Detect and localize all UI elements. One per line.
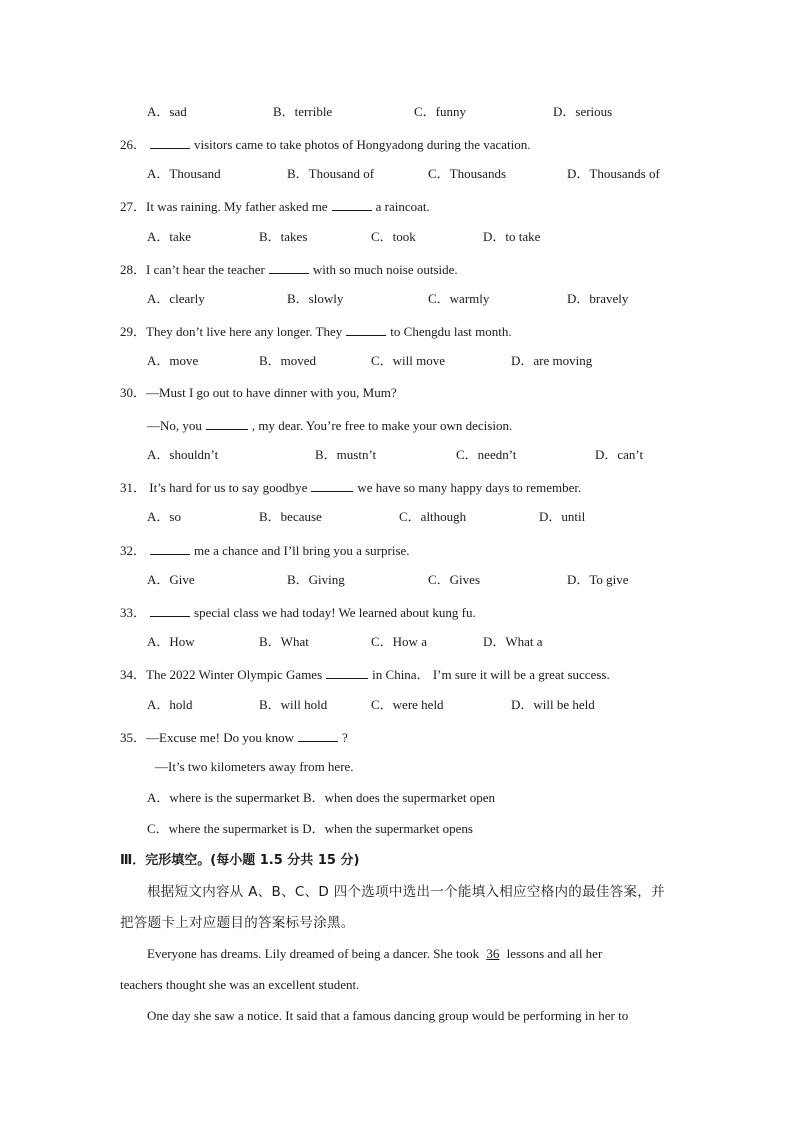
q29-option-d: D．are moving: [511, 353, 593, 368]
q33-option-a: A．How: [147, 634, 195, 649]
question-28: [120, 260, 458, 278]
q28-option-a: A．clearly: [147, 291, 205, 306]
q35-response: —It’s two kilometers away from here.: [155, 759, 354, 774]
q30-option-b: B．mustn’t: [315, 447, 377, 462]
q28-option-c: C．warmly: [428, 291, 490, 306]
q34-option-c: C．were held: [371, 697, 444, 712]
q35-options-cd: C．where the supermarket is D．when the supermarket opens: [147, 821, 473, 836]
q33-option-c: C．How a: [371, 634, 427, 649]
q28-option-d: D．bravely: [567, 291, 629, 306]
q32-option-d: D．To give: [567, 572, 629, 587]
passage-paragraph-2-line1: One day she saw a notice. It said that a famous dancing group would be performing in her to: [147, 1008, 629, 1023]
q32-option-a: A．Give: [147, 572, 195, 587]
q29-option-b: B．moved: [259, 353, 317, 368]
q28-text-post: with so much noise outside.: [312, 262, 458, 277]
question-29: [120, 322, 512, 340]
q30-text-pre: —No, you: [147, 418, 202, 433]
q28-text-pre: 28．I can’t hear the teacher: [120, 262, 265, 277]
q34-blank: [326, 665, 368, 679]
question-30-line2: [147, 416, 512, 434]
q26-option-d: D．Thousands of: [567, 166, 660, 181]
q34-option-d: D．will be held: [511, 697, 595, 712]
q32-number: 32．: [120, 543, 147, 558]
passage-p1-post: lessons and all her: [506, 946, 603, 961]
passage-paragraph-1-line2: teachers thought she was an excellent student.: [120, 977, 360, 992]
q30-text-post: , my dear. You’re free to make your own decision.: [251, 418, 513, 433]
q32-text: me a chance and I’ll bring you a surprise.: [194, 543, 410, 558]
q27-option-a: A．take: [147, 229, 192, 244]
q25-option-c: C．funny: [414, 104, 467, 119]
q32-option-b: B．Giving: [287, 572, 345, 587]
q27-option-d: D．to take: [483, 229, 541, 244]
section-3-instruction-line1: 根据短文内容从 A、B、C、D 四个选项中选出一个能填入相应空格内的最佳答案，并: [147, 884, 665, 900]
q30-option-a: A．shouldn’t: [147, 447, 219, 462]
q32-blank: [150, 541, 190, 555]
q30-option-d: D．can’t: [595, 447, 644, 462]
question-26: [120, 135, 531, 153]
section-3-instruction-line2: 把答题卡上对应题目的答案标号涂黑。: [120, 915, 355, 931]
q31-text-pre: 31． It’s hard for us to say goodbye: [120, 480, 308, 495]
q27-option-b: B．takes: [259, 229, 308, 244]
q26-option-c: C．Thousands: [428, 166, 507, 181]
q34-option-a: A．hold: [147, 697, 193, 712]
q34-text-pre: 34．The 2022 Winter Olympic Games: [120, 667, 323, 682]
passage-paragraph-1-line1: [147, 946, 602, 962]
q31-option-b: B．because: [259, 509, 322, 524]
q31-text-post: we have so many happy days to remember.: [357, 480, 582, 495]
passage-p1-pre: Everyone has dreams. Lily dreamed of being a dancer. She took: [147, 946, 480, 961]
q34-text-post: in China． I’m sure it will be a great success.: [372, 667, 610, 682]
q30-option-c: C．needn’t: [456, 447, 517, 462]
q29-option-a: A．move: [147, 353, 199, 368]
q27-option-c: C．took: [371, 229, 416, 244]
q28-option-b: B．slowly: [287, 291, 344, 306]
question-35: [120, 728, 348, 746]
question-32: [120, 541, 410, 559]
question-33: [120, 603, 476, 621]
q35-blank: [298, 728, 338, 742]
q25-option-d: D．serious: [553, 104, 613, 119]
q31-blank: [311, 478, 353, 492]
q26-option-a: A．Thousand: [147, 166, 221, 181]
q32-option-c: C．Gives: [428, 572, 481, 587]
passage-blank-36: 36: [486, 946, 500, 961]
q26-text: visitors came to take photos of Hongyadong during the vacation.: [194, 137, 531, 152]
q31-option-c: C．although: [399, 509, 467, 524]
q34-option-b: B．will hold: [259, 697, 328, 712]
q26-option-b: B．Thousand of: [287, 166, 375, 181]
q35-options-ab: A．where is the supermarket B．when does the supermarket open: [147, 790, 496, 805]
q31-option-d: D．until: [539, 509, 586, 524]
q29-blank: [346, 322, 386, 336]
question-31: [120, 478, 581, 496]
q30-blank: [206, 416, 248, 430]
q35-text-pre: 35．—Excuse me! Do you know: [120, 730, 295, 745]
q25-option-a: A．sad: [147, 104, 187, 119]
q27-text-pre: 27．It was raining. My father asked me: [120, 199, 328, 214]
q33-option-d: D．What a: [483, 634, 543, 649]
q29-text-pre: 29．They don’t live here any longer. They: [120, 324, 343, 339]
section-3-title: Ⅲ．完形填空。(每小题 1.5 分共 15 分): [120, 853, 360, 868]
question-34: [120, 665, 610, 683]
q26-number: 26．: [120, 137, 147, 152]
q27-blank: [332, 197, 372, 211]
q25-option-b: B．terrible: [273, 104, 333, 119]
q33-option-b: B．What: [259, 634, 309, 649]
q29-text-post: to Chengdu last month.: [390, 324, 512, 339]
q28-blank: [269, 260, 309, 274]
q33-blank: [150, 603, 190, 617]
question-30-line1: 30．—Must I go out to have dinner with you, Mum?: [120, 385, 397, 400]
q33-number: 33．: [120, 605, 147, 620]
q29-option-c: C．will move: [371, 353, 446, 368]
q31-option-a: A．so: [147, 509, 181, 524]
q26-blank: [150, 135, 190, 149]
q33-text: special class we had today! We learned about kung fu.: [194, 605, 476, 620]
q27-text-post: a raincoat.: [375, 199, 430, 214]
q35-text-post: ?: [342, 730, 348, 745]
question-27: [120, 197, 430, 215]
